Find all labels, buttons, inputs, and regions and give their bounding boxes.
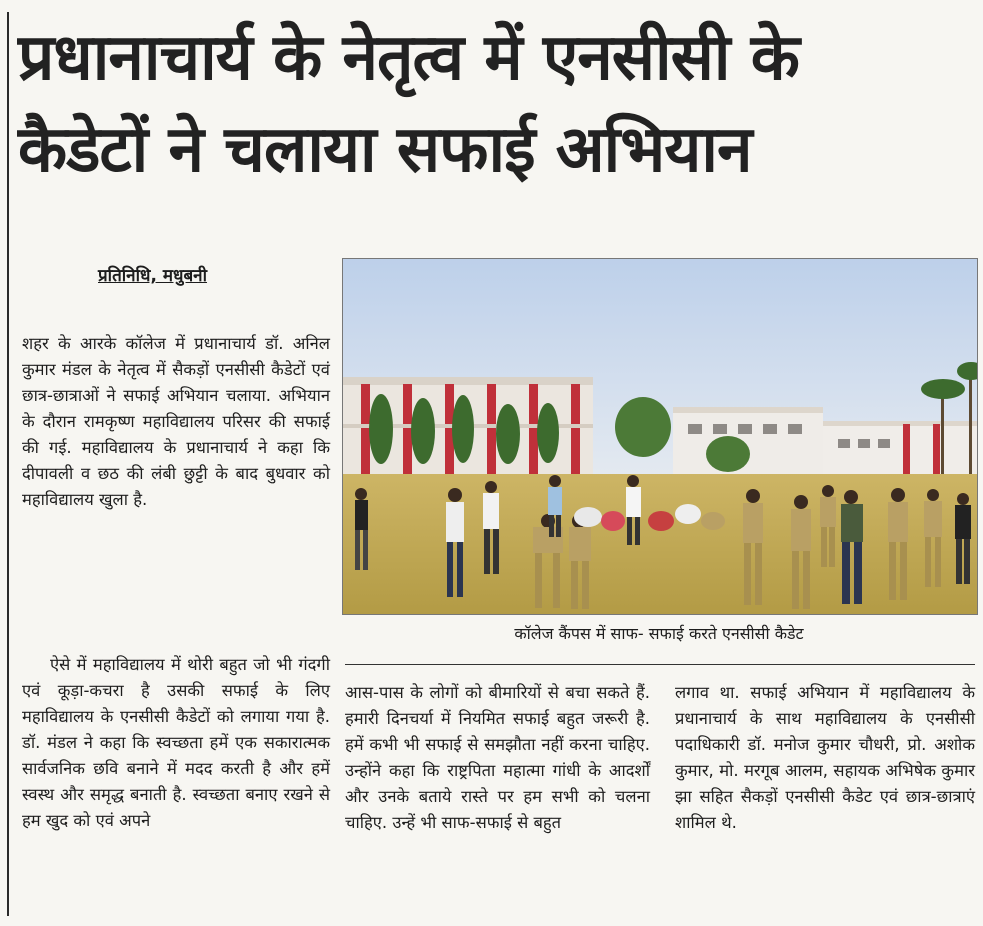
ground [343, 474, 977, 614]
article-paragraph-2: ऐसे में महाविद्यालय में थोरी बहुत जो भी गंदगी एवं कूड़ा-कचरा है उसकी सफाई के लिए महाविद्यालय के एनसीसी कैडेटों को लगाया गया है. डॉ. मंडल ने कहा कि स्वच्छता हमें एक सकारात्मक सार्वजनिक छवि बनाने में मदद करती है और हमें स्वस्थ और समृद्ध बनाती है. स्वच्छता बनाए रखने से हम खुद को एवं अपने [22, 655, 330, 830]
article-column-1-bottom [22, 652, 330, 834]
photo-caption: कॉलेज कैंपस में साफ- सफाई करते एनसीसी कैडेट [514, 624, 804, 643]
section-divider [345, 664, 975, 665]
column-rule [7, 12, 9, 916]
headline-line-1: प्रधानाचार्य के नेतृत्व में एनसीसी के [18, 21, 799, 95]
headline [18, 12, 973, 196]
article-column-2 [345, 680, 650, 836]
headline-line-2: कैडेटों ने चलाया सफाई अभियान [18, 113, 752, 187]
byline: प्रतिनिधि, मधुबनी [98, 266, 208, 286]
article-column-1-top [22, 331, 330, 513]
article-paragraph-col2: आस-पास के लोगों को बीमारियों से बचा सकते हैं. हमारी दिनचर्या में नियमित सफाई बहुत जरूरी है. हमें कभी भी सफाई से समझौता नहीं करना चाहिए. उन्होंने कहा कि राष्ट्रपिता महात्मा गांधी के आदर्शों और उनके बताये रास्ते पर हम सभी को चलना चाहिए. उन्हें भी साफ-सफाई से बहुत [345, 683, 650, 832]
article-paragraph-col3: लगाव था. सफाई अभियान में महाविद्यालय के प्रधानाचार्य के साथ महाविद्यालय के एनसीसी पदाधिकारी डॉ. मनोज कुमार चौधरी, प्रो. अशोक कुमार, मो. मरगूब आलम, सहायक अभिषेक कुमार झा सहित सैकड़ों एनसीसी कैडेट एवं छात्र-छात्राएं शामिल थे. [675, 683, 975, 832]
article-paragraph-1: शहर के आरके कॉलेज में प्रधानाचार्य डॉ. अनिल कुमार मंडल के नेतृत्व में सैकड़ों एनसीसी कैडेटों एवं छात्र-छात्राओं ने सफाई अभियान चलाया. अभियान के दौरान रामकृष्ण महाविद्यालय परिसर की सफाई की गई. महाविद्यालय के प्रधानाचार्य ने कहा कि दीपावली व छठ की लंबी छुट्टी के बाद बुधवार को महाविद्यालय खुला है. [22, 334, 330, 509]
news-photo [342, 258, 978, 615]
article-column-3 [675, 680, 975, 836]
